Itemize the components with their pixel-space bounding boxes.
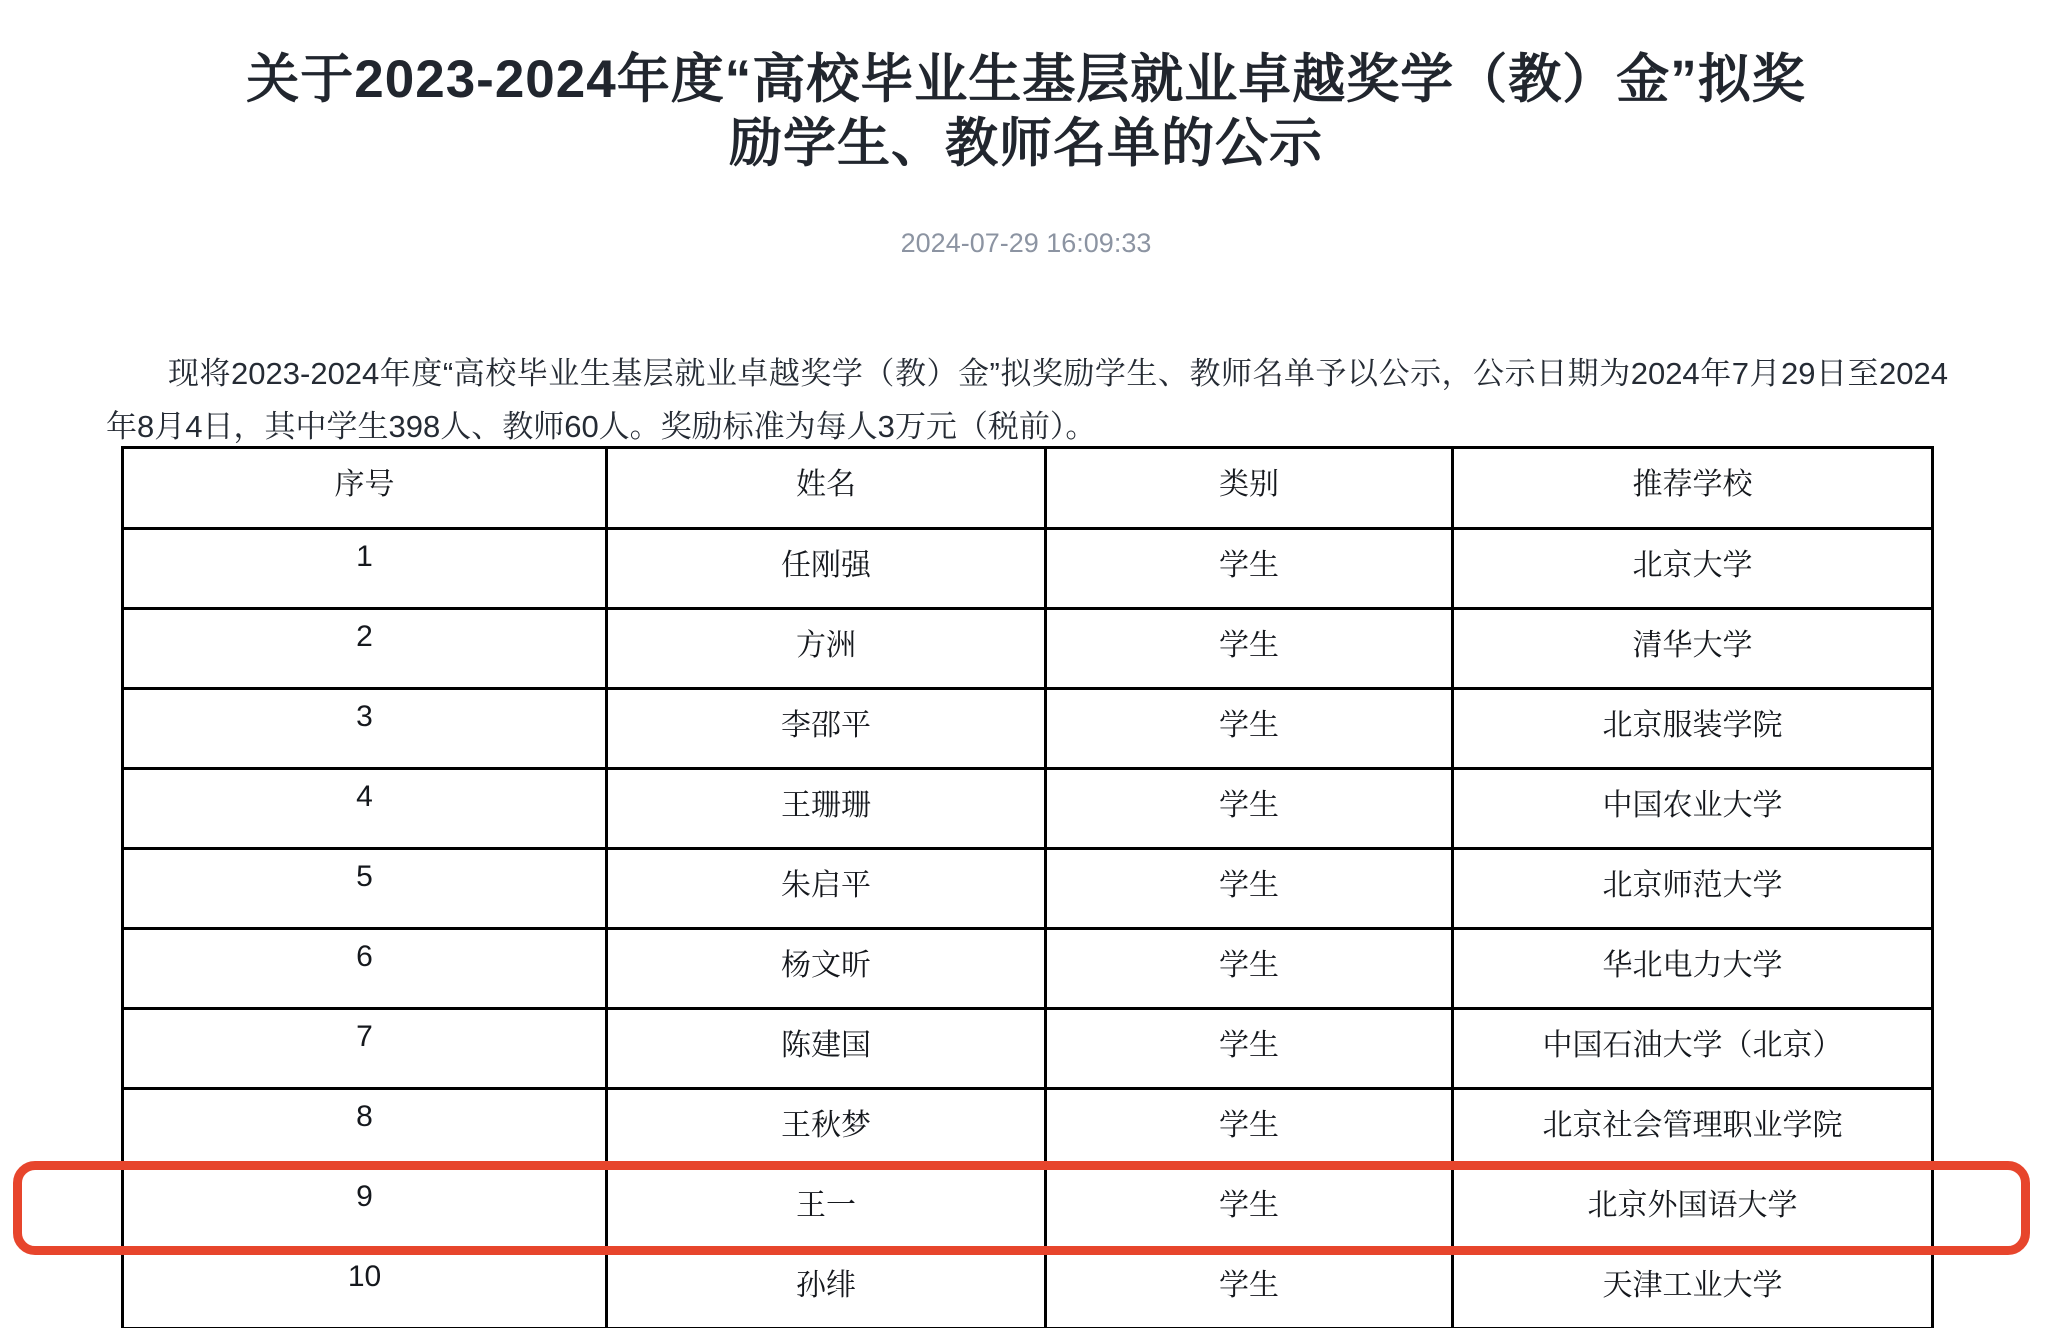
table-cell: 学生 [1046, 529, 1453, 609]
table-cell: 任刚强 [607, 529, 1046, 609]
table-cell: 天津工业大学 [1453, 1249, 1933, 1328]
table-cell: 王秋梦 [607, 1089, 1046, 1169]
table-cell: 朱启平 [607, 849, 1046, 929]
table-cell: 学生 [1046, 929, 1453, 1009]
table-cell: 中国石油大学（北京） [1453, 1009, 1933, 1089]
table-cell: 1 [123, 529, 607, 609]
table-cell: 6 [123, 929, 607, 1009]
table-header-row [123, 448, 1933, 529]
award-table-zone [121, 446, 1931, 1328]
table-row [123, 769, 1933, 849]
table-cell: 学生 [1046, 1089, 1453, 1169]
table-cell: 方洲 [607, 609, 1046, 689]
table-cell: 学生 [1046, 1249, 1453, 1328]
table-row [123, 1009, 1933, 1089]
award-table [121, 446, 1934, 1328]
table-cell: 李邵平 [607, 689, 1046, 769]
table-body [123, 529, 1933, 1328]
table-cell: 中国农业大学 [1453, 769, 1933, 849]
table-cell: 9 [123, 1169, 607, 1249]
table-cell: 北京社会管理职业学院 [1453, 1089, 1933, 1169]
table-cell: 2 [123, 609, 607, 689]
publish-timestamp: 2024-07-29 16:09:33 [900, 228, 1152, 258]
table-cell: 学生 [1046, 769, 1453, 849]
table-cell: 北京外国语大学 [1453, 1169, 1933, 1249]
table-cell: 学生 [1046, 689, 1453, 769]
table-cell: 陈建国 [607, 1009, 1046, 1089]
table-row [123, 529, 1933, 609]
table-cell: 孙绯 [607, 1249, 1046, 1328]
table-cell: 学生 [1046, 849, 1453, 929]
notice-body-paragraph: 现将2023-2024年度“高校毕业生基层就业卓越奖学（教）金”拟奖励学生、教师名单予以公示，公示日期为2024年7月29日至2024年8月4日，其中学生398人、教师60人。奖励标准为每人3万元（税前）。 [106, 356, 1948, 444]
table-cell: 学生 [1046, 1169, 1453, 1249]
table-cell: 北京服装学院 [1453, 689, 1933, 769]
table-cell: 4 [123, 769, 607, 849]
table-cell: 北京师范大学 [1453, 849, 1933, 929]
table-row [123, 929, 1933, 1009]
page-title [0, 48, 2052, 176]
table-cell: 8 [123, 1089, 607, 1169]
table-cell: 北京大学 [1453, 529, 1933, 609]
table-cell: 华北电力大学 [1453, 929, 1933, 1009]
table-row [123, 689, 1933, 769]
table-row [123, 609, 1933, 689]
table-cell: 学生 [1046, 609, 1453, 689]
table-row [123, 849, 1933, 929]
table-cell: 5 [123, 849, 607, 929]
table-row [123, 1169, 1933, 1249]
page-title-line2: 励学生、教师名单的公示 [729, 113, 1323, 173]
table-cell: 清华大学 [1453, 609, 1933, 689]
table-cell: 杨文昕 [607, 929, 1046, 1009]
column-header-category: 类别 [1046, 448, 1453, 529]
table-row [123, 1249, 1933, 1328]
table-cell: 3 [123, 689, 607, 769]
column-header-index: 序号 [123, 448, 607, 529]
column-header-school: 推荐学校 [1453, 448, 1933, 529]
table-cell: 学生 [1046, 1009, 1453, 1089]
table-cell: 7 [123, 1009, 607, 1089]
table-row [123, 1089, 1933, 1169]
column-header-name: 姓名 [607, 448, 1046, 529]
table-cell: 王一 [607, 1169, 1046, 1249]
table-cell: 10 [123, 1249, 607, 1328]
table-cell: 王珊珊 [607, 769, 1046, 849]
page-title-line1: 关于2023-2024年度“高校毕业生基层就业卓越奖学（教）金”拟奖 [246, 49, 1806, 109]
